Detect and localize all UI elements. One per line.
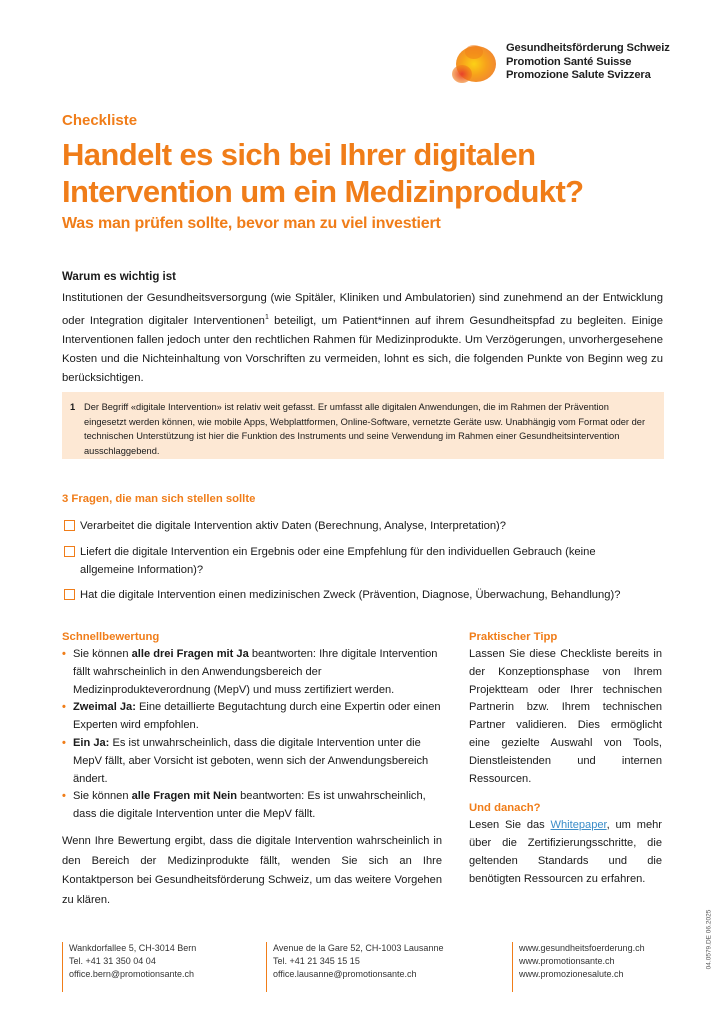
- footer-phone: Tel. +41 21 345 15 15: [273, 956, 360, 966]
- bullet-text: beantworten: Es ist unwahrscheinlich, dass die digitale Intervention unter die MepV fällt.: [73, 790, 426, 821]
- bullet-emphasis: alle drei Fragen mit Ja: [131, 648, 249, 660]
- next-text: [469, 817, 662, 888]
- why-text-part-1: Institutionen der Gesundheitsversorgung (wie Spitäler, Kliniken und Ambulatorien) sind zunehmend an der Entwicklung oder Integration digitaler Interventionen: [62, 292, 663, 327]
- checkbox-icon[interactable]: [64, 589, 75, 600]
- page-subtitle: Was man prüfen sollte, bevor man zu viel investiert: [62, 215, 441, 232]
- bullet-emphasis: Ein Ja:: [73, 736, 110, 749]
- brand-logo: [448, 38, 678, 86]
- bullet-icon: •: [62, 736, 66, 749]
- checkbox-icon[interactable]: [64, 520, 75, 531]
- next-heading: Und danach?: [469, 802, 541, 815]
- list-item: [62, 788, 442, 824]
- question-text: Liefert die digitale Intervention ein Ergebnis oder eine Empfehlung für den individuellen Gebrauch (keine allgemeine Information)?: [80, 546, 596, 576]
- footer-website[interactable]: www.gesundheitsfoerderung.ch: [519, 943, 645, 953]
- question-item[interactable]: [62, 517, 672, 535]
- footer-address: Wankdorfallee 5, CH-3014 Bern: [69, 943, 197, 953]
- list-item: [62, 646, 442, 699]
- list-item: [62, 699, 442, 735]
- footer-bern: [62, 942, 252, 992]
- bullet-text: Sie können: [73, 648, 132, 660]
- next-text-pre: Lesen Sie das: [469, 819, 551, 832]
- footer-web: [512, 942, 677, 992]
- page-title: [62, 136, 682, 210]
- bullet-icon: •: [62, 701, 66, 714]
- quick-list: [62, 646, 442, 824]
- question-item[interactable]: [62, 543, 632, 579]
- bullet-text: Sie können: [73, 790, 132, 803]
- why-paragraph: [62, 289, 663, 388]
- question-text: Hat die digitale Intervention einen medizinischen Zweck (Prävention, Diagnose, Überwachung, Behandlung)?: [80, 589, 621, 601]
- closing-paragraph: Wenn Ihre Bewertung ergibt, dass die digitale Intervention wahrscheinlich in den Bereich der Medizinprodukte fällt, wenden Sie sich an Ihre Kontaktperson bei Gesundheitsförderung Schweiz, um das weitere Vorgehen zu klären.: [62, 835, 442, 906]
- footer-website[interactable]: www.promotionsante.ch: [519, 956, 615, 966]
- questions-heading: 3 Fragen, die man sich stellen sollte: [62, 493, 256, 505]
- footnote-ref: 1: [264, 314, 269, 321]
- why-text-part-2: beteiligt, um Patient*innen auf ihrem Gesundheitspfad zu begleiten. Einige Interventionen fallen jedoch unter den rechtlichen Rahmen für Medizinprodukte. Um Verzögerungen, unvorhergesehene Kosten und die Nichteinhaltung von Vorschriften zu vermeiden, lohnt es sich, die folgenden Punkte von Beginn weg zu berücksichtigen.: [62, 314, 663, 384]
- document-kicker: Checkliste: [62, 112, 138, 129]
- bullet-text: Eine detaillierte Begutachtung durch eine Expertin oder einen Experten wird empfohlen.: [73, 701, 441, 732]
- document-code-text: 04.0579.DE 06.2025: [705, 909, 713, 970]
- list-item: [62, 735, 442, 788]
- logo-line-fr: Promotion Santé Suisse: [506, 55, 632, 68]
- footer-website[interactable]: www.promozionesalute.ch: [519, 969, 624, 979]
- why-heading: Warum es wichtig ist: [62, 271, 176, 283]
- footnote-text: Der Begriff «digitale Intervention» ist relativ weit gefasst. Er umfasst alle digitalen Anwendungen, die im Rahmen der Prävention eingesetzt werden können, wie mobile Apps, Webplattformen, Online-Software, vernetzte Geräte usw. Unabhängig vom Format oder der technischen Unterstützung ist hier die Funktion des Instruments und seine Verwendung im Rahmen einer Gesundheitsintervention ausschlaggebend.: [84, 402, 646, 456]
- question-text: Verarbeitet die digitale Intervention aktiv Daten (Berechnung, Analyse, Interpretation)?: [80, 520, 507, 532]
- footer-phone: Tel. +41 31 350 04 04: [69, 956, 156, 966]
- title-line-1: Handelt es sich bei Ihrer digitalen: [62, 137, 536, 172]
- bullet-text: Es ist unwahrscheinlich, dass die digitale Intervention unter die MepV fällt, aber Vorsicht ist geboten, wenn sich der Anwendungsbereich ändert.: [73, 736, 429, 785]
- footnote-number: 1: [70, 402, 76, 412]
- sidebar-tips: [469, 629, 662, 889]
- checkbox-icon[interactable]: [64, 546, 75, 557]
- document-code: [700, 896, 712, 986]
- bullet-icon: •: [62, 790, 66, 803]
- bullet-icon: •: [62, 648, 66, 660]
- whitepaper-link[interactable]: Whitepaper: [550, 819, 607, 832]
- footer-address: Avenue de la Gare 52, CH-1003 Lausanne: [273, 943, 444, 953]
- tip-heading: Praktischer Tipp: [469, 631, 558, 643]
- logo-mark-icon: [448, 40, 504, 86]
- logo-line-it: Promozione Salute Svizzera: [506, 69, 651, 82]
- bullet-emphasis: Zweimal Ja:: [73, 701, 136, 714]
- bullet-emphasis: alle Fragen mit Nein: [131, 790, 238, 803]
- logo-line-de: Gesundheitsförderung Schweiz: [506, 42, 670, 54]
- quick-assessment: [62, 629, 442, 824]
- bullet-text: beantworten: Ihre digitale Intervention fällt wahrscheinlich in den Anwendungsbereich der Medizinprodukteverordnung (MepV) und muss zertifiziert werden.: [73, 648, 438, 696]
- logo-text: [506, 42, 670, 83]
- tip-text: Lassen Sie diese Checkliste bereits in der Konzeptionsphase von Ihrem Projektteam oder Ihrer technischen Partnerin bzw. Ihrem technischen Partner validieren. Dies ermöglicht eine gezielte Auswahl von Tools, Dienstleistenden und internen Ressourcen.: [469, 648, 662, 785]
- footnote-box: [62, 392, 664, 459]
- footer-email[interactable]: office.bern@promotionsante.ch: [69, 969, 195, 979]
- question-item[interactable]: [62, 586, 672, 604]
- footer-email[interactable]: office.lausanne@promotionsante.ch: [273, 969, 417, 979]
- footer-lausanne: [266, 942, 466, 992]
- title-line-2: Intervention um ein Medizinprodukt?: [62, 174, 584, 209]
- quick-heading: Schnellbewertung: [62, 631, 160, 643]
- next-text-post: , um mehr über die Zertifizierungsschritte, die geltenden Standards und die benötigten Ressourcen zu erfahren.: [469, 819, 662, 885]
